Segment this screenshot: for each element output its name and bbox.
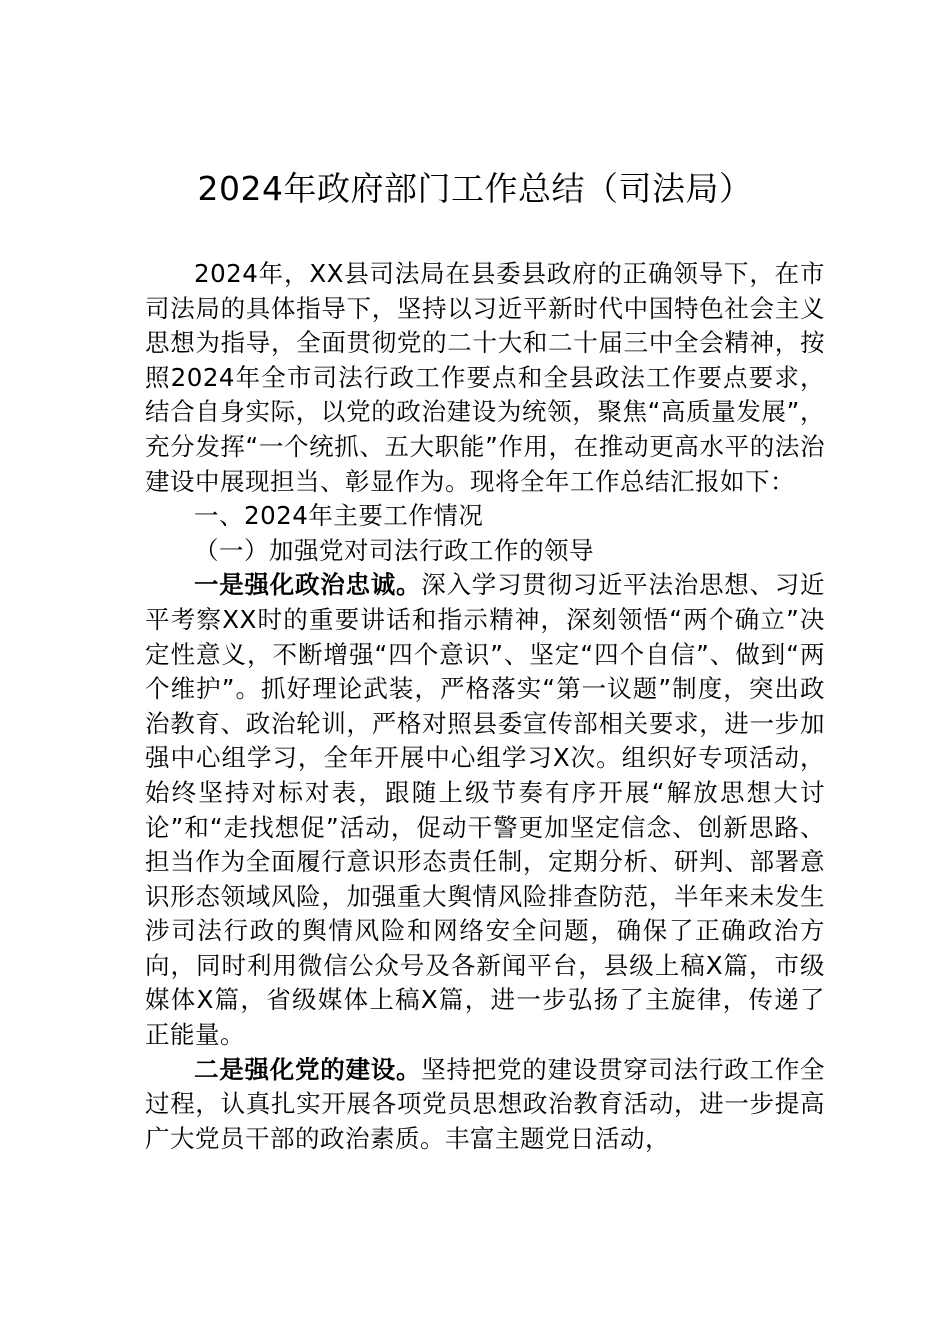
paragraph-lead: 二是强化党的建设。 [194,1054,422,1084]
document-body [145,257,825,1156]
paragraph-text: 坚持把党的建设贯穿司法行政工作全过程，认真扎实开展各项党员思想政治教育活动，进一步提高广大党员干部的政治素质。丰富主题党日活动， [145,1054,825,1153]
heading-text: 一、2024年主要工作情况 [194,501,484,531]
paragraph-lead: 一是强化政治忠诚。 [194,570,422,600]
section-heading [145,499,825,534]
political-loyalty-paragraph [145,568,825,1052]
intro-paragraph [145,257,825,499]
heading-text: （一）加强党对司法行政工作的领导 [194,535,594,565]
paragraph-text: 2024年，XX县司法局在县委县政府的正确领导下，在市司法局的具体指导下，坚持以习近平新时代中国特色社会主义思想为指导，全面贯彻党的二十大和二十届三中全会精神，按照2024年全市司法行政工作要点和全县政法工作要点要求，结合自身实际，以党的政治建设为统领，聚焦“高质量发展”，充分发挥“一个统抓、五大职能”作用，在推动更高水平的法治建设中展现担当、彰显作为。现将全年工作总结汇报如下： [145,259,825,496]
subsection-heading [145,534,825,569]
party-building-paragraph [145,1053,825,1157]
paragraph-text: 深入学习贯彻习近平法治思想、习近平考察XX时的重要讲话和指示精神，深刻领悟“两个确立”决定性意义，不断增强“四个意识”、坚定“四个自信”、做到“两个维护”。抓好理论武装，严格落实“第一议题”制度，突出政治教育、政治轮训，严格对照县委宣传部相关要求，进一步加强中心组学习，全年开展中心组学习X次。组织好专项活动，始终坚持对标对表，跟随上级节奏有序开展“解放思想大讨论”和“走找想促”活动，促动干警更加坚定信念、创新思路、担当作为全面履行意识形态责任制，定期分析、研判、部署意识形态领域风险，加强重大舆情风险排查防范，半年来未发生涉司法行政的舆情风险和网络安全问题，确保了正确政治方向，同时利用微信公众号及各新闻平台，县级上稿X篇，市级媒体X篇，省级媒体上稿X篇，进一步弘扬了主旋律，传递了正能量。 [145,570,825,1050]
document-title: 2024年政府部门工作总结（司法局） [197,169,753,208]
